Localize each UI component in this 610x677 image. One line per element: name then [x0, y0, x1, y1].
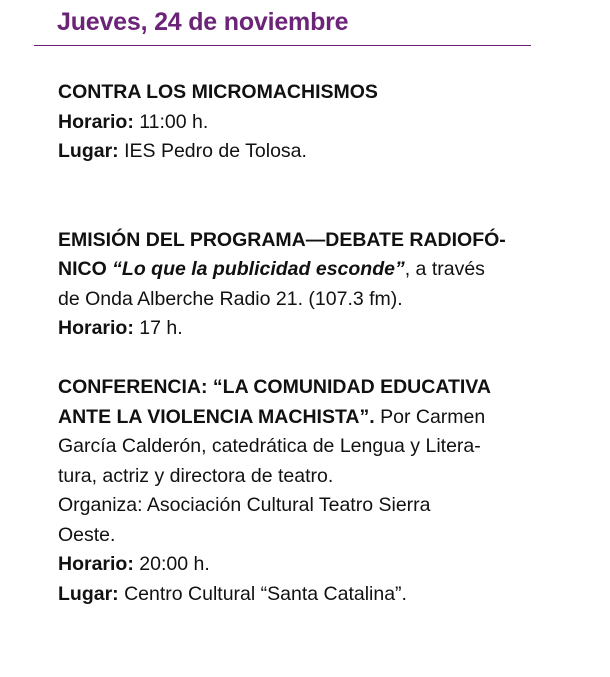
event-title-line-1: EMISIÓN DEL PROGRAMA—DEBATE RADIOFÓ- — [58, 228, 506, 251]
event-schedule — [58, 314, 578, 344]
location-label: Lugar: — [58, 140, 119, 162]
organizer-line-2: Oeste. — [58, 523, 116, 546]
organizer-line-1: Organiza: Asociación Cultural Teatro Sierra — [58, 494, 431, 516]
location-label: Lugar: — [58, 582, 119, 605]
event-title: CONTRA LOS MICROMACHISMOS — [58, 81, 378, 103]
event-location — [58, 137, 578, 167]
event-schedule — [58, 108, 578, 138]
schedule-value: 11:00 h. — [133, 110, 209, 133]
broadcast-station: de Onda Alberche Radio 21. (107.3 fm). — [58, 287, 403, 310]
schedule-label: Horario: — [58, 110, 134, 133]
event-schedule — [58, 550, 578, 580]
event-title-end: ANTE LA VIOLENCIA MACHISTA”. — [58, 405, 375, 428]
event-micromachismos — [58, 78, 578, 167]
heading-divider — [34, 45, 531, 46]
location-value: IES Pedro de Tolosa. — [118, 140, 307, 162]
schedule-value: 20:00 h. — [133, 553, 210, 575]
schedule-label: Horario: — [58, 317, 134, 339]
speaker-description: García Calderón, catedrática de Lengua y Litera- — [58, 435, 481, 457]
schedule-label: Horario: — [58, 553, 134, 575]
event-location — [58, 580, 578, 610]
program-name: “Lo que la publicidad esconde” — [112, 258, 405, 280]
events-list — [58, 78, 578, 609]
event-radio-debate — [58, 226, 578, 344]
speaker-description-cont: tura, actriz y directora de teatro. — [58, 464, 334, 487]
speaker-intro: Por Carmen — [374, 405, 486, 428]
event-title-line-2 — [58, 255, 578, 285]
broadcast-text: , a través — [404, 258, 485, 280]
event-title-line-1: CONFERENCIA: “LA COMUNIDAD EDUCATIVA — [58, 376, 491, 398]
location-value: Centro Cultural “Santa Catalina”. — [118, 582, 407, 605]
event-title-end: NICO — [58, 258, 113, 280]
date-heading: Jueves, 24 de noviembre — [57, 8, 349, 36]
schedule-value: 17 h. — [133, 317, 183, 339]
event-conference — [58, 373, 578, 609]
event-title-line-2 — [58, 403, 578, 433]
